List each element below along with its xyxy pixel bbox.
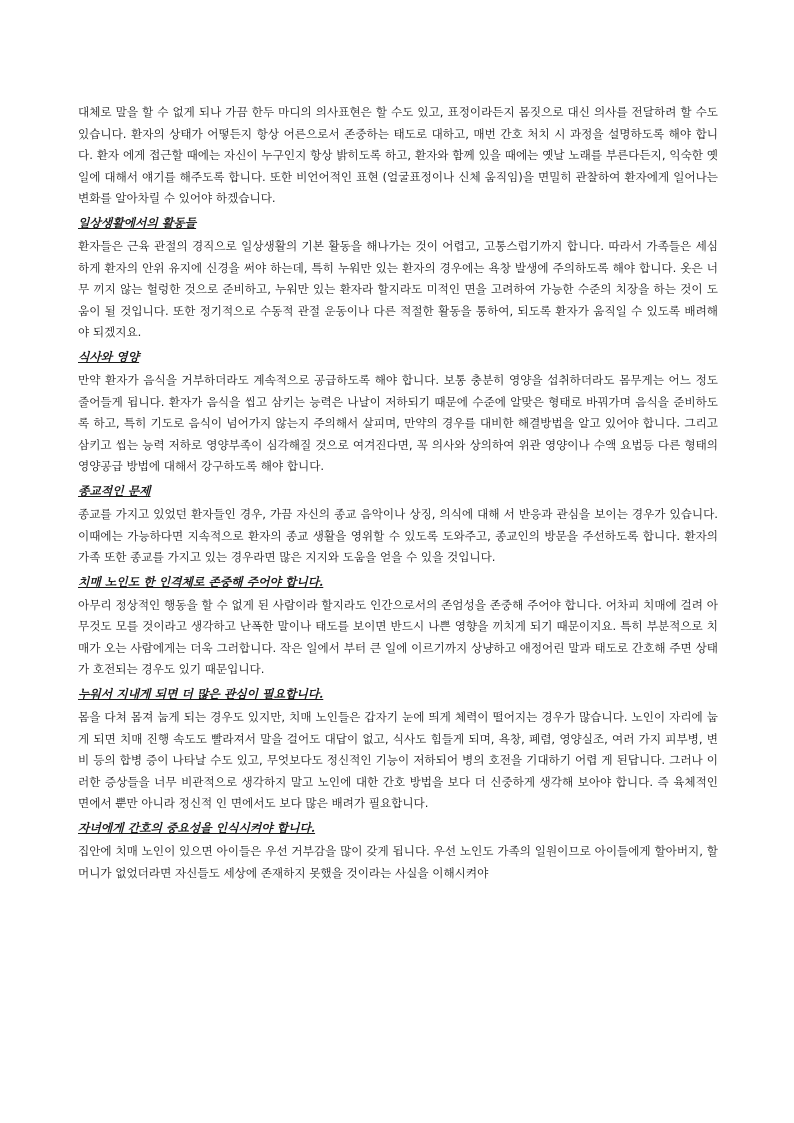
body-paragraph: 집안에 치매 노인이 있으면 아이들은 우선 거부감을 많이 갖게 됩니다. 우선 노인도 가족의 일원이므로 아이들에게 할아버지, 할머니가 없었더라면 자신들도 세상에 존재하지 못했을 것이라는 사실을 이해시켜야: [78, 844, 718, 880]
body-paragraph: 만약 환자가 음식을 거부하더라도 계속적으로 공급하도록 해야 합니다. 보통 충분히 영양을 섭취하더라도 몸무게는 어느 정도 줄어들게 됩니다. 환자가 음식을 씹고 삼키는 능력은 나날이 저하되기 때문에 수준에 알맞은 형태로 바꿔가며 음식을 준비하도록 하고, 특히 기도로 음식이 넘어가지 않는지 주의해서 살피며, 만약의 경우를 대비한 해결방법을 알고 있어야 합니다. 그리고 삼키고 씹는 능력 저하로 영양부족이 심각해질 것으로 여겨진다면, 꼭 의사와 상의하여 위관 영양이나 수액 요법등 다른 형태의 영양공급 방법에 대해서 강구하도록 해야 합니다.: [78, 372, 718, 474]
document-page: [78, 102, 718, 884]
body-paragraph: 아무리 정상적인 행동을 할 수 없게 된 사람이라 할지라도 인간으로서의 존엄성을 존중해 주어야 합니다. 어차피 치매에 걸려 아무것도 모를 것이라고 생각하고 난폭한 말이나 태도를 보이면 반드시 나쁜 영향을 끼치게 되기 때문이지요. 특히 부분적으로 치매가 오는 사람에게는 더욱 그러합니다. 작은 일에서 부터 큰 일에 이르기까지 상냥하고 애정어린 말과 태도로 간호해 주면 상태가 호전되는 경우도 있기 때문입니다.: [78, 597, 718, 677]
section-heading: 종교적인 문제: [78, 483, 151, 498]
section-heading: 누워서 지내게 되면 더 많은 관심이 필요합니다.: [78, 687, 324, 702]
section-heading: 일상생활에서의 활동들: [78, 215, 197, 230]
body-paragraph: 종교를 가지고 있었던 환자들인 경우, 가끔 자신의 종교 음악이나 상징, 의식에 대해 서 반응과 관심을 보이는 경우가 있습니다. 이때에는 가능하다면 지속적으로 환자의 종교 생활을 영위할 수 있도록 도와주고, 종교인의 방문을 주선하도록 합니다. 환자의 가족 또한 종교를 가지고 있는 경우라면 많은 지지와 도움을 얻을 수 있을 것입니다.: [78, 506, 718, 565]
body-paragraph: 몸을 다쳐 몸져 눕게 되는 경우도 있지만, 치매 노인들은 갑자기 눈에 띄게 체력이 떨어지는 경우가 많습니다. 노인이 자리에 눕게 되면 치매 진행 속도도 빨라져서 말을 걸어도 대답이 없고, 식사도 힘들게 되며, 욕창, 폐렴, 영양실조, 여러 가지 피부병, 변비 등의 합병 증이 나타날 수도 있고, 무엇보다도 정신적인 기능이 저하되어 병의 호전을 기대하기 어렵 게 된답니다. 그러나 이러한 증상들을 너무 비관적으로 생각하지 말고 노인에 대한 간호 방법을 보다 더 신중하게 생각해 보아야 합니다. 즉 육체적인 면에서 뿐만 아니라 정신적 인 면에서도 보다 많은 배려가 필요합니다.: [78, 710, 718, 811]
section-heading: 자녀에게 간호의 중요성을 인식시켜야 합니다.: [78, 821, 316, 836]
body-paragraph: 환자들은 근육 관절의 경직으로 일상생활의 기본 활동을 해나가는 것이 어렵고, 고통스럽기까지 합니다. 따라서 가족들은 세심하게 환자의 안위 유지에 신경을 써야 하는데, 특히 누워만 있는 환자의 경우에는 욕창 발생에 주의하도록 해야 합니다. 옷은 너무 끼지 않는 헐렁한 것으로 준비하고, 누워만 있는 환자라 할지라도 미적인 면을 고려하여 가능한 수준의 치장을 하는 것이 도움이 될 것입니다. 또한 정기적으로 수동적 관절 운동이나 다른 적절한 활동을 통하여, 되도록 환자가 움직일 수 있도록 배려해야 되겠지요.: [78, 238, 718, 340]
section-heading: 치매 노인도 한 인격체로 존중해 주어야 합니다.: [78, 574, 324, 589]
body-paragraph: 대체로 말을 할 수 없게 되나 가끔 한두 마디의 의사표현은 할 수도 있고, 표정이라든지 몸짓으로 대신 의사를 전달하려 할 수도 있습니다. 환자의 상태가 어떻든지 항상 어른으로서 존중하는 태도로 대하고, 매번 간호 처치 시 과정을 설명하도록 해야 합니다. 환자 에게 접근할 때에는 자신이 누구인지 항상 밝히도록 하고, 환자와 함께 있을 때에는 옛날 노래를 부른다든지, 익숙한 옛일에 대해서 얘기를 해주도록 합니다. 또한 비언어적인 표현 (얼굴표정이나 신체 움직임)을 면밀히 관찰하여 환자에게 일어나는 변화를 알아차릴 수 있어야 하겠습니다.: [78, 105, 718, 206]
section-heading: 식사와 영양: [78, 349, 140, 364]
